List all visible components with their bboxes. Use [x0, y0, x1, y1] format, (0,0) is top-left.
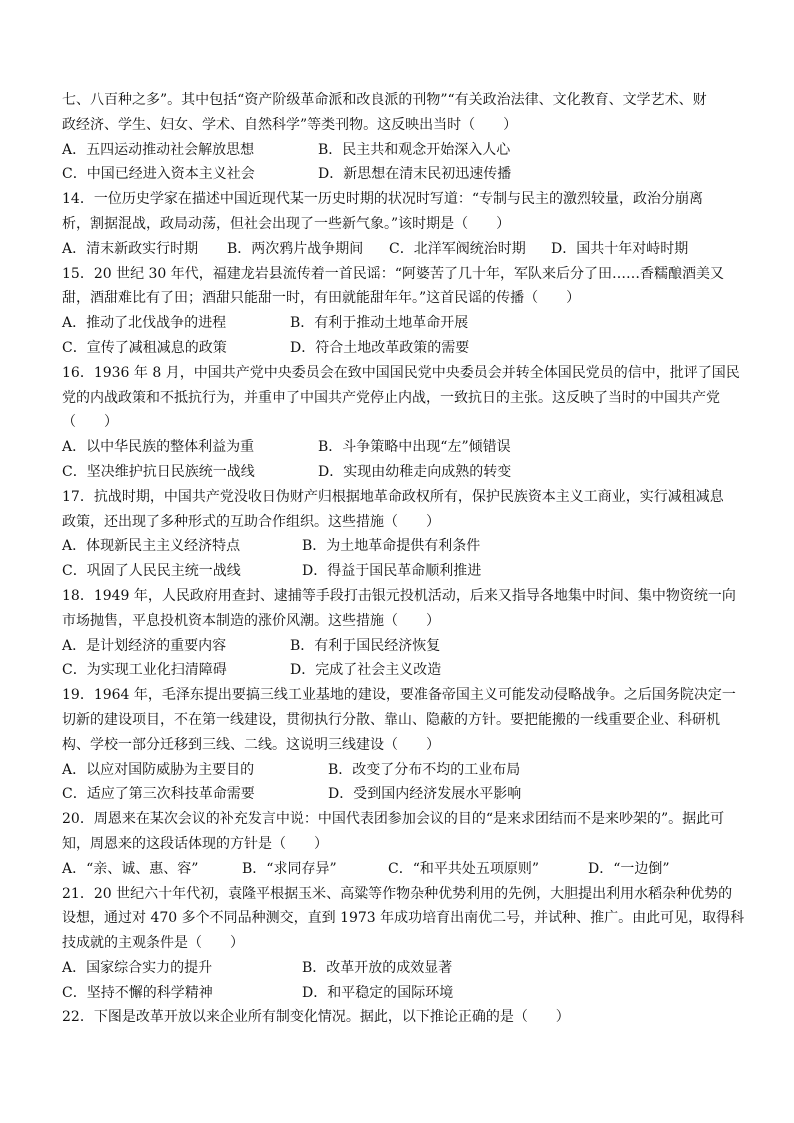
- option-d[interactable]: D．符合土地改革政策的需要: [290, 339, 470, 356]
- option-a[interactable]: A．清末新政实行时期: [62, 240, 199, 257]
- question-20-text: 20．周恩来在某次会议的补充发言中说：中国代表团参加会议的目的“是来求团结而不是来吵架的”。据此可: [62, 811, 725, 828]
- question-20-options: [62, 857, 742, 882]
- option-c[interactable]: C．宣传了减租减息的政策: [62, 339, 227, 356]
- question-14-options: [62, 237, 742, 262]
- option-d[interactable]: D．实现由幼稚走向成熟的转变: [318, 463, 512, 480]
- question-17-options: [62, 559, 742, 584]
- question-21-options: [62, 981, 742, 1006]
- option-a[interactable]: A．是计划经济的重要内容: [62, 637, 227, 654]
- option-b[interactable]: B．有利于推动土地革命开展: [290, 315, 469, 332]
- question-16-text: （ ）: [62, 414, 118, 431]
- question-18-options: [62, 658, 742, 683]
- option-d[interactable]: D．国共十年对峙时期: [551, 240, 689, 257]
- question-19-options: [62, 782, 742, 807]
- question-21-text: 技成就的主观条件是（ ）: [62, 935, 244, 952]
- option-d[interactable]: D．受到国内经济发展水平影响: [328, 786, 522, 803]
- question-15-text: 甜，酒甜难比有了田；酒甜只能甜一时，有田就能甜年年。”这首民谣的传播（ ）: [62, 290, 581, 307]
- question-18-options: [62, 634, 742, 659]
- question-15-options: [62, 336, 742, 361]
- option-a[interactable]: A．体现新民主主义经济特点: [62, 538, 241, 555]
- question-14-text: 14．一位历史学家在描述中国近现代某一历史时期的状况时写道：“专制与民主的激烈较量，政治分崩离: [62, 191, 703, 208]
- question-19-options: [62, 758, 742, 783]
- question-17-text: 政策，还出现了多种形式的互助合作组织。这些措施（ ）: [62, 513, 440, 530]
- option-c[interactable]: C．“和平共处五项原则”: [388, 860, 540, 877]
- question-15-options: [62, 311, 742, 336]
- option-d[interactable]: D．完成了社会主义改造: [290, 662, 442, 679]
- option-a[interactable]: A．以应对国防威胁为主要目的: [62, 761, 255, 778]
- question-18-text: 18．1949 年，人民政府用查封、逮捕等手段打击银元投机活动，后来又指导各地集中时间、集中物资统一向: [62, 587, 736, 604]
- question-16-text: 党的内战政策和不抵抗行为，并重申了中国共产党停止内战，一致抗日的主张。这反映了当时的中国共产党: [62, 389, 720, 406]
- option-c[interactable]: C．适应了第三次科技革命需要: [62, 786, 255, 803]
- option-d[interactable]: D．新思想在清末民初迅速传播: [318, 166, 512, 183]
- option-b[interactable]: B．改变了分布不均的工业布局: [328, 761, 521, 778]
- option-b[interactable]: B．两次鸦片战争期间: [227, 240, 364, 257]
- option-b[interactable]: B．改革开放的成效显著: [302, 959, 453, 976]
- option-a[interactable]: A．以中华民族的整体利益为重: [62, 439, 255, 456]
- option-c[interactable]: C．坚持不懈的科学精神: [62, 984, 213, 1001]
- question-22-text: 22．下图是改革开放以来企业所有制变化情况。据此，以下推论正确的是（ ）: [62, 1009, 570, 1026]
- option-c[interactable]: C．北洋军阀统治时期: [389, 240, 526, 257]
- question-15-text: 15．20 世纪 30 年代，福建龙岩县流传着一首民谣：“阿婆苦了几十年，军队来后分了田……香糯酿酒美又: [62, 265, 724, 282]
- option-b[interactable]: B．“求同存异”: [242, 860, 337, 877]
- option-a[interactable]: A．国家综合实力的提升: [62, 959, 213, 976]
- question-13-text: 七、八百种之多”。其中包括“资产阶级革命派和改良派的刊物”“有关政治法律、文化教育、文学艺术、财: [62, 92, 707, 108]
- option-a[interactable]: A．“亲、诚、惠、容”: [62, 860, 199, 877]
- exam-page: [62, 88, 745, 1030]
- option-b[interactable]: B．为土地革命提供有利条件: [302, 538, 481, 555]
- question-13-text: 政经济、学生、妇女、学术、自然科学”等类刊物。这反映出当时（ ）: [62, 116, 518, 133]
- question-19-text: 切新的建设项目，不在第一线建设，贯彻执行分散、靠山、隐蔽的方针。要把能搬的一线重要企业、科研机: [62, 711, 720, 728]
- question-17-options: [62, 534, 742, 559]
- question-13-options: [62, 138, 742, 163]
- option-b[interactable]: B．斗争策略中出现“左”倾错误: [318, 439, 511, 456]
- question-16-options: [62, 460, 742, 485]
- option-c[interactable]: C．巩固了人民民主统一战线: [62, 563, 241, 580]
- option-c[interactable]: C．中国已经进入资本主义社会: [62, 166, 255, 183]
- option-d[interactable]: D．“一边倒”: [588, 860, 670, 877]
- option-d[interactable]: D．和平稳定的国际环境: [302, 984, 454, 1001]
- question-16-options: [62, 435, 742, 460]
- question-21-text: 21．20 世纪六十年代初，袁隆平根据玉米、高粱等作物杂种优势利用的先例，大胆提出利用水稻杂种优势的: [62, 885, 733, 902]
- question-20-text: 知，周恩来的这段话体现的方针是（ ）: [62, 835, 328, 852]
- option-c[interactable]: C．坚决维护抗日民族统一战线: [62, 463, 255, 480]
- option-a[interactable]: A．五四运动推动社会解放思想: [62, 141, 255, 158]
- question-19-text: 19．1964 年，毛泽东提出要搞三线工业基地的建设，要准备帝国主义可能发动侵略战争。之后国务院决定一: [62, 687, 736, 704]
- question-18-text: 市场抛售，平息投机资本制造的涨价风潮。这些措施（ ）: [62, 612, 440, 629]
- option-d[interactable]: D．得益于国民革命顺利推进: [302, 563, 482, 580]
- option-b[interactable]: B．有利于国民经济恢复: [290, 637, 441, 654]
- option-b[interactable]: B．民主共和观念开始深入人心: [318, 141, 511, 158]
- question-21-options: [62, 956, 742, 981]
- question-17-text: 17．抗战时期，中国共产党没收日伪财产归根据地革命政权所有，保护民族资本主义工商业，实行减租减息: [62, 488, 724, 505]
- question-21-text: 设想，通过对 470 多个不同品种测交，直到 1973 年成功培育出南优二号，并试种、推广。由此可见，取得科: [62, 910, 745, 927]
- question-13-options: [62, 162, 742, 187]
- question-19-text: 构、学校一部分迁移到三线、二线。这说明三线建设（ ）: [62, 736, 440, 753]
- option-a[interactable]: A．推动了北伐战争的进程: [62, 315, 227, 332]
- option-c[interactable]: C．为实现工业化扫清障碍: [62, 662, 227, 679]
- question-14-text: 析，割据混战，政局动荡，但社会出现了一些新气象。”该时期是（ ）: [62, 215, 511, 232]
- question-16-text: 16．1936 年 8 月，中国共产党中央委员会在致中国国民党中央委员会并转全体国民党员的信中，批评了国民: [62, 364, 740, 381]
